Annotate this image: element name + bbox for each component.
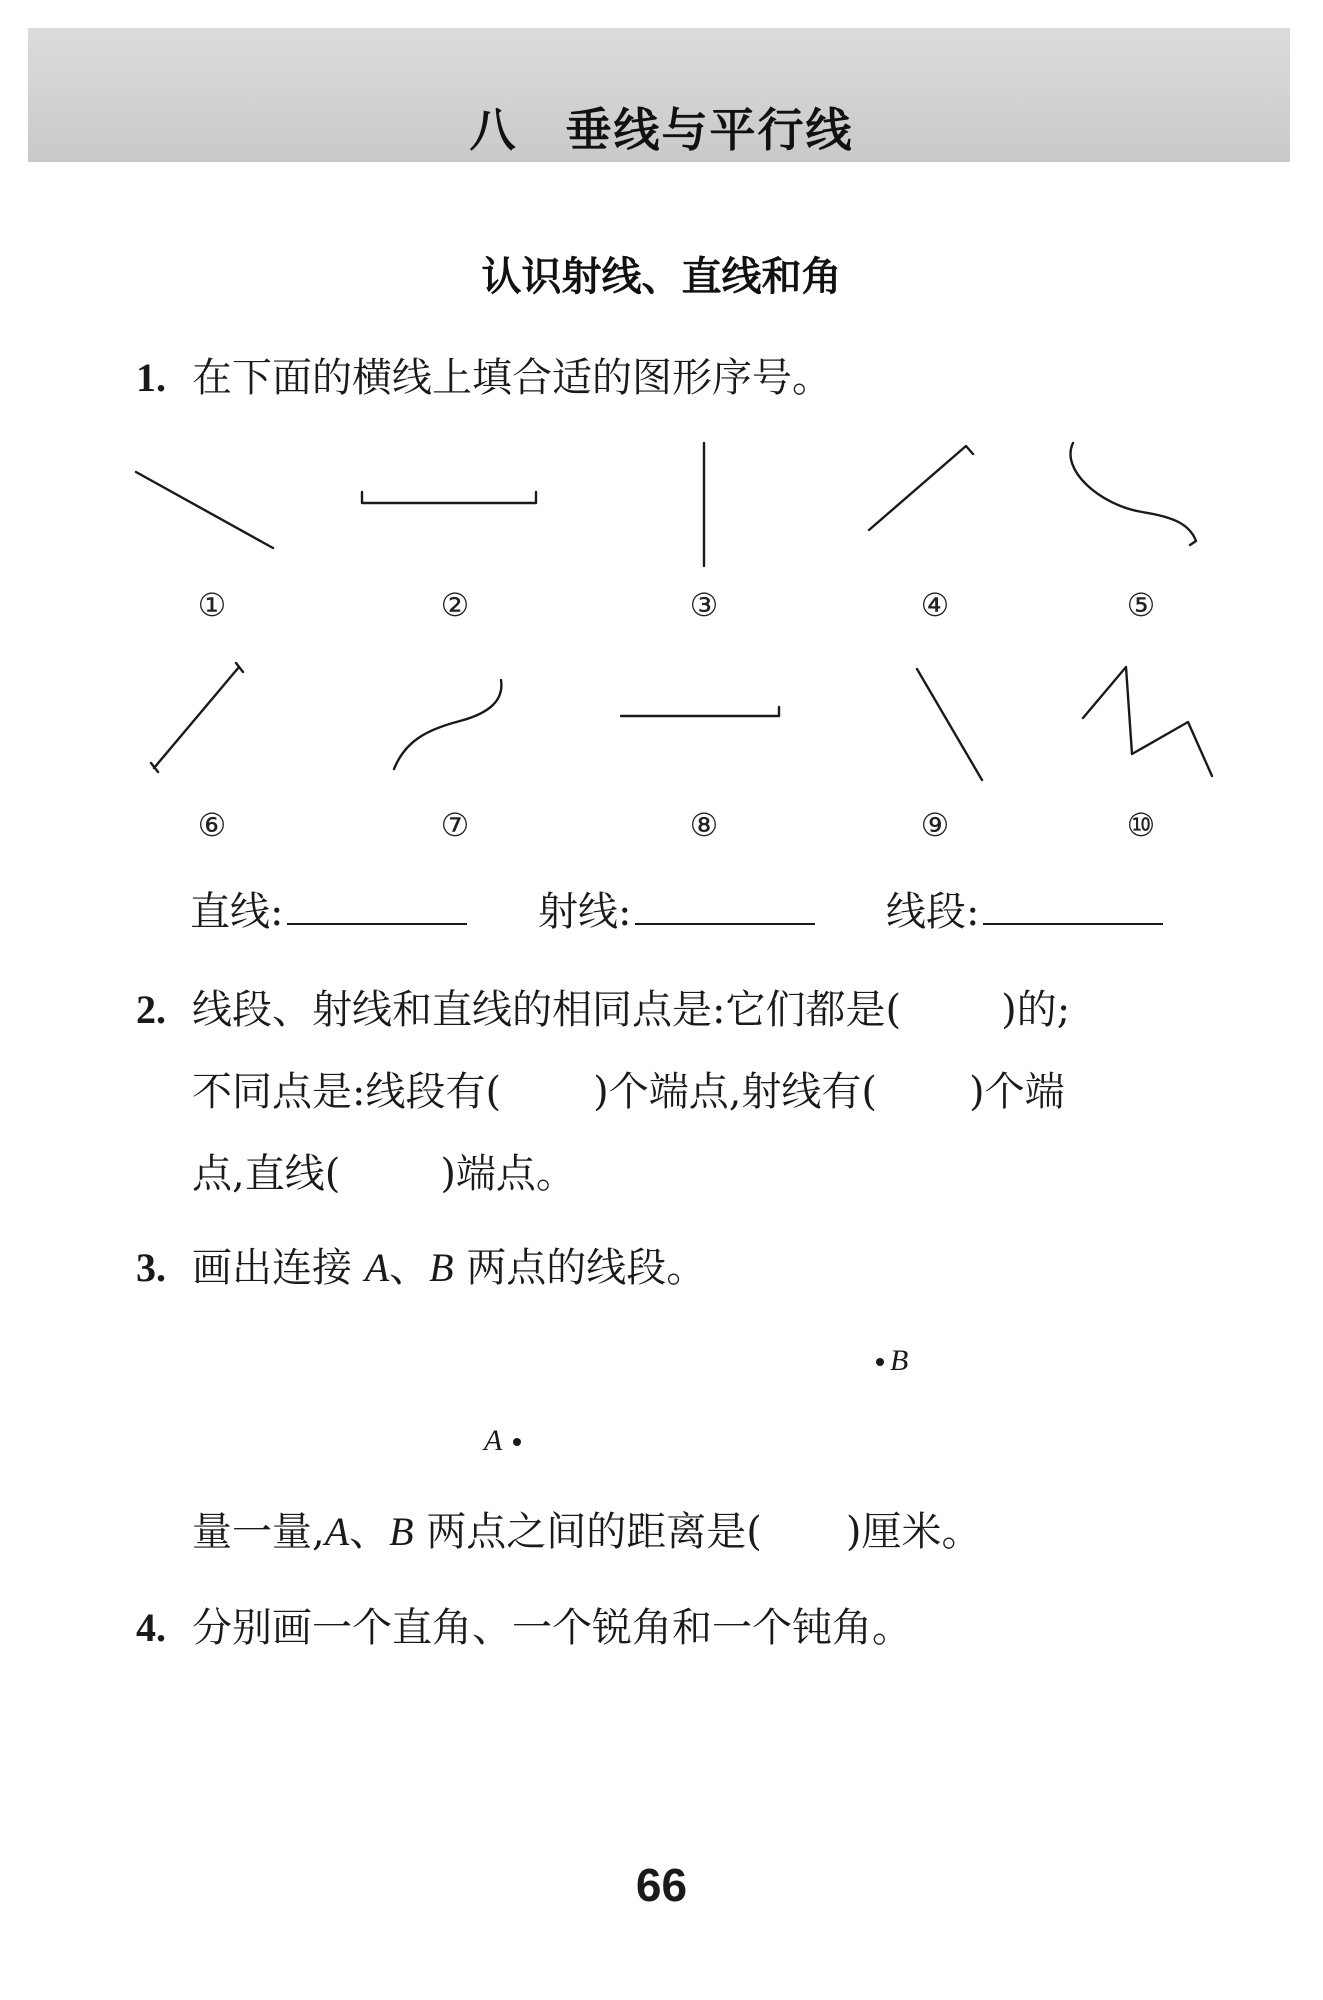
question-text: )的; — [1001, 987, 1071, 1033]
point-b-ref: B — [429, 1245, 454, 1290]
question-text: )厘米。 — [845, 1509, 982, 1555]
figure-10-zigzag — [1083, 667, 1212, 776]
separator: 、 — [349, 1509, 390, 1555]
section-title: 认识射线、直线和角 — [481, 254, 842, 300]
question-3-measure — [192, 1509, 982, 1555]
answer-label: 射线: — [538, 889, 632, 935]
question-number: 1. — [136, 355, 166, 400]
figure-9-line — [917, 669, 982, 780]
figure-label-5: ⑤ — [1126, 586, 1156, 624]
figure-8-segment — [621, 707, 779, 716]
figure-5-curve — [1071, 443, 1196, 545]
figure-4-ray — [869, 446, 973, 530]
answer-label: 线段: — [886, 889, 980, 935]
point-b-ref: B — [389, 1509, 414, 1554]
figure-label-10: ⑩ — [1126, 806, 1156, 844]
figure-1-line — [136, 472, 273, 548]
separator: 、 — [389, 1245, 430, 1291]
question-2-line-2 — [192, 1069, 1065, 1115]
answer-label: 直线: — [190, 889, 284, 935]
answer-line-answer — [190, 889, 467, 935]
question-2-line-3 — [192, 1151, 576, 1197]
figure-label-2: ② — [440, 586, 470, 624]
question-text: )端点。 — [440, 1151, 576, 1197]
point-a-ref: A — [364, 1245, 390, 1290]
answer-segment-answer — [886, 889, 1163, 935]
question-text: 两点的线段。 — [466, 1245, 707, 1291]
chapter-name: 垂线与平行线 — [565, 103, 854, 157]
question-number: 2. — [136, 987, 166, 1032]
figure-label-4: ④ — [920, 586, 950, 624]
question-3 — [136, 1245, 707, 1291]
question-2-line-1 — [136, 987, 1071, 1033]
point-b-dot — [876, 1358, 884, 1366]
figure-2-segment — [362, 492, 536, 503]
question-text: 两点之间的距离是( — [426, 1509, 762, 1555]
answer-ray-answer — [538, 889, 815, 935]
question-number: 3. — [136, 1245, 166, 1290]
figure-label-9: ⑨ — [920, 806, 950, 844]
question-text: 线段、射线和直线的相同点是:它们都是( — [192, 987, 902, 1033]
chapter-number: 八 — [469, 103, 518, 157]
point-b-label: B — [890, 1344, 909, 1377]
question-text: 在下面的横线上填合适的图形序号。 — [192, 355, 832, 401]
question-text: )个端 — [969, 1069, 1065, 1115]
figure-6-segment — [151, 663, 243, 772]
question-text: 点,直线( — [192, 1151, 341, 1197]
question-text: 画出连接 — [192, 1245, 352, 1291]
answer-blank-answer[interactable] — [983, 893, 1163, 925]
answer-blank-answer[interactable] — [287, 893, 467, 925]
question-number: 4. — [136, 1605, 166, 1650]
point-a-ref: A — [324, 1509, 350, 1554]
question-text: 不同点是:线段有( — [192, 1069, 502, 1115]
figure-7-curve — [394, 680, 501, 769]
question-text: 量一量, — [192, 1509, 325, 1555]
question-4 — [136, 1605, 912, 1651]
figure-label-8: ⑧ — [689, 806, 719, 844]
page-number: 66 — [635, 1859, 688, 1911]
question-text: )个端点,射线有( — [593, 1069, 878, 1115]
figure-label-6: ⑥ — [197, 806, 227, 844]
question-text: 分别画一个直角、一个锐角和一个钝角。 — [192, 1605, 912, 1651]
point-a-label: A — [484, 1424, 503, 1457]
answer-blank-answer[interactable] — [635, 893, 815, 925]
point-a-dot — [513, 1438, 521, 1446]
figure-label-7: ⑦ — [440, 806, 470, 844]
figure-label-1: ① — [197, 586, 227, 624]
figure-label-3: ③ — [689, 586, 719, 624]
